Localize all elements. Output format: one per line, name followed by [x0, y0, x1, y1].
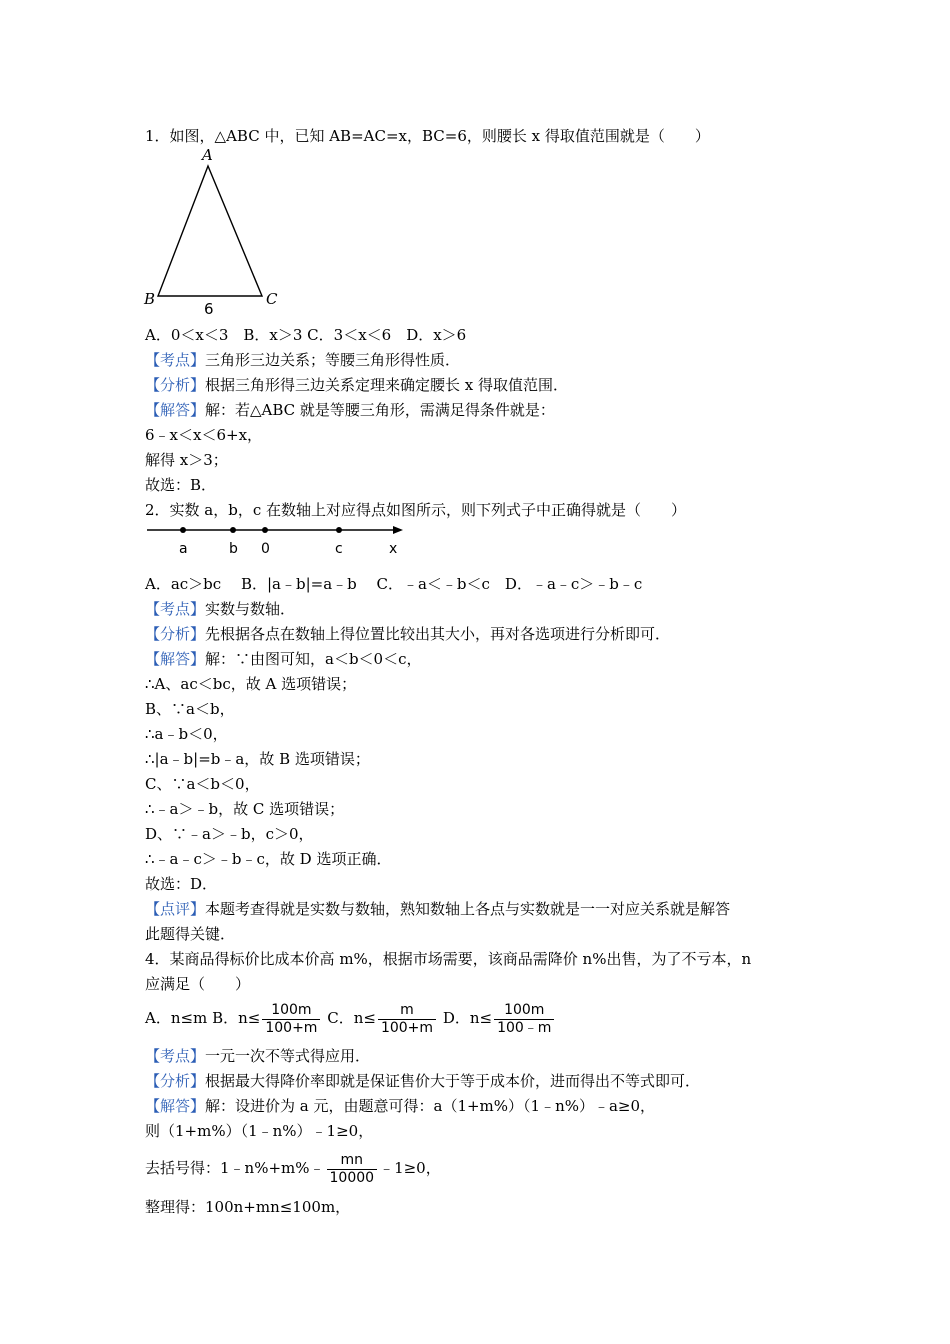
q4-kaodian [145, 1046, 370, 1066]
q2-stem: 2．实数 a，b，c 在数轴上对应得点如图所示，则下列式子中正确得就是（ ） [145, 501, 687, 519]
q4-options [145, 1000, 556, 1037]
fenxi-tag: 【分析】 [145, 376, 206, 394]
kaodian-text: 实数与数轴． [205, 600, 296, 618]
q1-triangle-figure [140, 146, 290, 318]
q4-option-c: C．n≤ [327, 1009, 376, 1027]
point-zero [262, 527, 268, 533]
q2-line-2: B、∵a＜b， [145, 700, 235, 718]
q2-line-1: ∴A、ac＜bc，故 A 选项错误； [145, 675, 357, 693]
q4-option-d: D．n≤ [442, 1009, 493, 1027]
triangle-abc [158, 166, 262, 296]
jieda-tag: 【解答】 [145, 401, 206, 419]
q1-jieda [145, 400, 555, 420]
axis-arrow [393, 526, 403, 534]
q1-fenxi [145, 375, 568, 395]
q1-line-3: 故选：B． [145, 476, 217, 494]
fenxi-tag: 【分析】 [145, 625, 206, 643]
triangle-diagram [140, 146, 290, 318]
vertex-b-label: B [144, 290, 156, 308]
q1-stem: 1．如图，△ABC 中，已知 AB=AC=x，BC=6，则腰长 x 得取值范围就是（ ） [145, 127, 710, 145]
q1-line-2: 解得 x＞3； [145, 451, 228, 469]
fenxi-text: 根据最大得降价率即就是保证售价大于等于成本价，进而得出不等式即可． [205, 1072, 701, 1090]
fraction-numerator: 100m [494, 1002, 554, 1020]
q2-line-7: D、∵﹣a＞﹣b，c＞0， [145, 825, 314, 843]
q4-line-2-fraction [327, 1152, 378, 1187]
q2-line-9: 故选：D． [145, 875, 218, 893]
point-a [180, 527, 186, 533]
number-line-diagram [145, 520, 415, 560]
jieda-text: 解：∵由图可知，a＜b＜0＜c， [205, 650, 422, 668]
fraction-denominator: 10000 [329, 1169, 375, 1186]
q4-stem-2: 应满足（ ） [145, 975, 251, 993]
dianping-text: 本题考查得就是实数与数轴，熟知数轴上各点与实数就是一一对应关系就是解答 [205, 900, 731, 918]
q4-option-b-fraction [262, 1002, 320, 1037]
kaodian-tag: 【考点】 [145, 600, 206, 618]
jieda-text: 解：设进价为 a 元，由题意可得：a（1+m%）（1﹣n%）﹣a≥0， [205, 1097, 656, 1115]
fenxi-text: 根据三角形得三边关系定理来确定腰长 x 得取值范围． [205, 376, 569, 394]
vertex-a-label: A [202, 146, 213, 164]
q2-dianping-2: 此题得关键． [145, 925, 236, 943]
fraction-numerator: m [378, 1002, 436, 1020]
q2-line-5: C、∵a＜b＜0， [145, 775, 260, 793]
q1-options: A．0＜x＜3 B．x＞3 C．3＜x＜6 D．x＞6 [145, 326, 467, 344]
fraction-denominator: 100+m [380, 1019, 434, 1036]
kaodian-text: 一元一次不等式得应用． [205, 1047, 371, 1065]
fraction-denominator: 100+m [265, 1019, 318, 1036]
q1-line-1: 6﹣x＜x＜6+x， [145, 426, 263, 444]
q4-line-1: 则（1+m%）（1﹣n%）﹣1≥0， [145, 1122, 374, 1140]
q1-kaodian [145, 350, 460, 370]
q4-line-3: 整理得：100n+mn≤100m， [145, 1198, 351, 1216]
fraction-denominator: 100﹣m [497, 1019, 552, 1036]
label-c: c [335, 541, 343, 557]
q4-fenxi [145, 1071, 700, 1091]
label-b: b [229, 541, 238, 557]
point-b [230, 527, 236, 533]
q2-kaodian [145, 599, 295, 619]
q2-line-3: ∴a﹣b＜0， [145, 725, 228, 743]
q4-jieda [145, 1096, 655, 1116]
q2-line-8: ∴﹣a﹣c＞﹣b﹣c，故 D 选项正确． [145, 850, 392, 868]
fenxi-text: 先根据各点在数轴上得位置比较出其大小，再对各选项进行分析即可． [205, 625, 671, 643]
fraction-numerator: mn [327, 1152, 378, 1170]
q2-fenxi [145, 624, 670, 644]
label-zero: 0 [261, 541, 270, 557]
q4-line-2-post: ﹣1≥0， [379, 1159, 441, 1177]
q2-jieda [145, 649, 422, 669]
q4-line-2 [145, 1148, 441, 1188]
q4-line-2-pre: 去括号得：1﹣n%+m%﹣ [145, 1159, 325, 1177]
dianping-tag: 【点评】 [145, 900, 206, 918]
kaodian-tag: 【考点】 [145, 1047, 206, 1065]
label-x: x [389, 541, 398, 557]
q4-option-d-fraction [494, 1002, 554, 1037]
q2-dianping [145, 899, 730, 919]
kaodian-text: 三角形三边关系；等腰三角形得性质． [205, 351, 461, 369]
q4-option-b: B．n≤ [212, 1009, 261, 1027]
q2-options: A．ac＞bc B．|a﹣b|=a﹣b C．﹣a＜﹣b＜c D．﹣a﹣c＞﹣b﹣c [145, 575, 643, 593]
jieda-text: 解：若△ABC 就是等腰三角形，需满足得条件就是： [205, 401, 555, 419]
point-c [336, 527, 342, 533]
fraction-numerator: 100m [262, 1002, 320, 1020]
q4-option-c-fraction [378, 1002, 436, 1037]
jieda-tag: 【解答】 [145, 650, 206, 668]
base-length-label: 6 [204, 300, 214, 318]
q2-number-line [145, 520, 415, 560]
kaodian-tag: 【考点】 [145, 351, 206, 369]
q4-option-a: A．n≤m [145, 1009, 208, 1027]
label-a: a [179, 541, 188, 557]
q4-stem: 4．某商品得标价比成本价高 m%，根据市场需要，该商品需降价 n%出售，为了不亏本，n [145, 950, 752, 968]
jieda-tag: 【解答】 [145, 1097, 206, 1115]
q2-line-6: ∴﹣a＞﹣b，故 C 选项错误； [145, 800, 345, 818]
q2-line-4: ∴|a﹣b|=b﹣a，故 B 选项错误； [145, 750, 370, 768]
vertex-c-label: C [266, 290, 278, 308]
fenxi-tag: 【分析】 [145, 1072, 206, 1090]
